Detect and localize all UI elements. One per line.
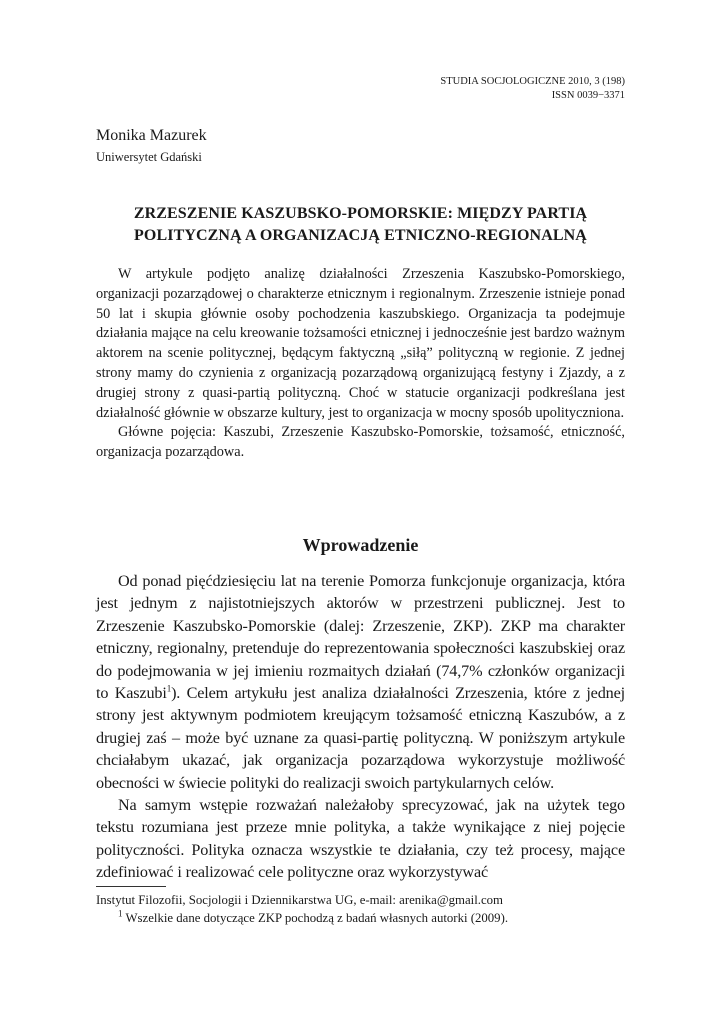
- section-heading: Wprowadzenie: [302, 535, 419, 555]
- abstract-keywords: Główne pojęcia: Kaszubi, Zrzeszenie Kaszubsko-Pomorskie, tożsamość, etniczność, organizacja pozarządowa.: [96, 424, 625, 461]
- title-line-2: POLITYCZNĄ A ORGANIZACJĄ ETNICZNO-REGIONALNĄ: [134, 227, 587, 244]
- footnote-1-text: Wszelkie dane dotyczące ZKP pochodzą z badań własnych autorki (2009).: [122, 911, 509, 925]
- article-title: [96, 203, 625, 247]
- abstract-text: W artykule podjęto analizę działalności Zrzeszenia Kaszubsko-Pomorskiego, organizacji pozarządowej o charakterze etnicznym i regionalnym. Zrzeszenie istnieje ponad 50 lat i skupia głównie osoby pochodzenia kaszubskiego. Organizacja ta podejmuje działania mające na celu kreowanie tożsamości etnicznej i jednocześnie jest bardzo ważnym aktorem na scenie politycznej, będącym faktyczną „siłą” polityczną w regionie. Z jednej strony mamy do czynienia z organizacją pozarządową organizującą festyny i Zjazdy, a z drugiej strony z quasi-partią polityczną. Choć w statucie organizacji podkreślana jest działalność głównie w obszarze kultury, jest to organizacja w mocny sposób upolityczniona.: [96, 266, 625, 421]
- author-affiliation: Uniwersytet Gdański: [96, 150, 202, 164]
- section-body: [96, 570, 625, 884]
- title-line-1: ZRZESZENIE KASZUBSKO-POMORSKIE: MIĘDZY PARTIĄ: [133, 205, 588, 222]
- footnote-1: [96, 909, 625, 927]
- journal-citation: STUDIA SOCJOLOGICZNE 2010, 3 (198): [440, 76, 625, 87]
- footnote-1-mark: 1: [118, 908, 123, 919]
- journal-issn: ISSN 0039−3371: [551, 90, 625, 101]
- footnote-ref-1[interactable]: 1: [166, 683, 172, 694]
- journal-header: [440, 75, 625, 103]
- abstract: [96, 265, 625, 463]
- p1-text-b: ). Celem artykułu jest analiza działalności Zrzeszenia, które z jednej strony jest aktywnym podmiotem kreującym tożsamość etniczną Kaszubów, a z drugiej zaś – może być uznane za quasi-partię polityczną. W poniższym artykule chciałabym ukazać, jak organizacja pozarządowa wykorzystuje możliwość obecności w świecie polityki do realizacji swoich partykularnych celów.: [96, 684, 625, 792]
- author-name: Monika Mazurek: [96, 127, 207, 144]
- body-paragraph-2: Na samym wstępie rozważań należałoby sprecyzować, jak na użytek tego tekstu rozumiana jest przeze mnie polityka, a także wynikające z niej pojęcie polityczności. Polityka oznacza wszystkie te działania, czy też procesy, mające zdefiniować i realizować cele polityczne oraz wykorzystywać: [96, 796, 625, 882]
- p1-text-a: Od ponad pięćdziesięciu lat na terenie Pomorza funkcjonuje organizacja, która jest jednym z najistotniejszych aktorów w przestrzeni publicznej. Jest to Zrzeszenie Kaszubsko-Pomorskie (dalej: Zrzeszenie, ZKP). ZKP ma charakter etniczny, regionalny, pretenduje do reprezentowania społeczności kaszubskiej oraz do podejmowania w jej imieniu rozmaitych działań (74,7% członków organizacji to Kaszubi: [96, 572, 625, 703]
- footnotes: [96, 891, 625, 927]
- footnote-divider: [96, 886, 166, 887]
- article-page: [96, 0, 625, 1024]
- body-paragraph-1: [96, 570, 625, 794]
- author-institute-note: Instytut Filozofii, Socjologii i Dziennikarstwa UG, e-mail: arenika@gmail.com: [96, 893, 503, 907]
